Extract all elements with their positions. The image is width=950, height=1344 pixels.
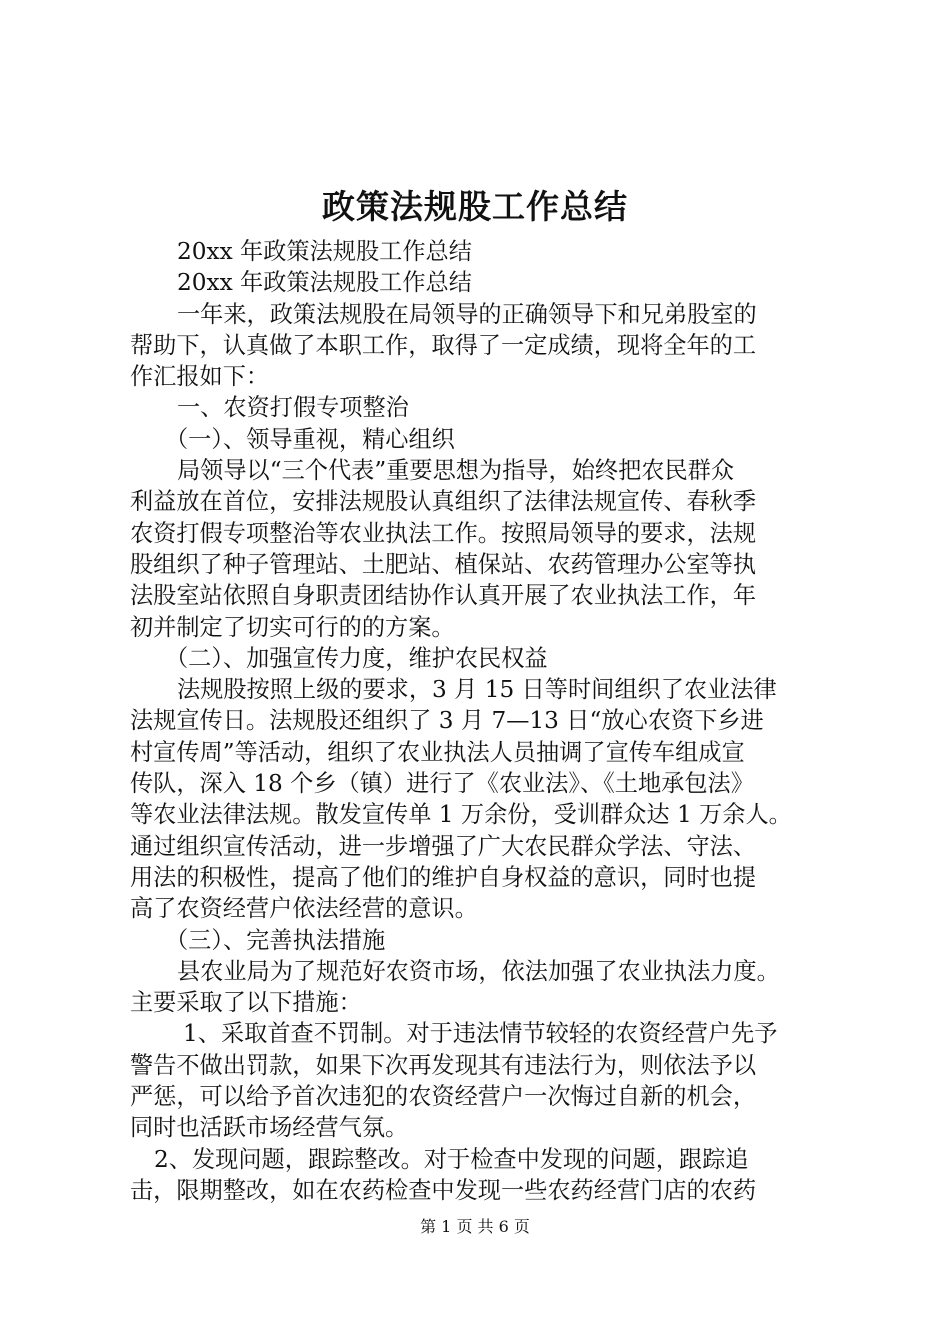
paragraph-line: 法股室站依照自身职责团结协作认真开展了农业执法工作，年 xyxy=(130,582,757,610)
paragraph-line: 传队，深入 18 个乡（镇）进行了《农业法》、《土地承包法》 xyxy=(130,770,754,798)
subsection-heading: （一）、领导重视，精心组织 xyxy=(165,425,455,453)
paragraph-line: 帮助下，认真做了本职工作，取得了一定成绩，现将全年的工 xyxy=(130,331,757,359)
paragraph-line: 局领导以“三个代表”重要思想为指导，始终把农民群众 xyxy=(177,457,735,485)
paragraph-line: 股组织了种子管理站、土肥站、植保站、农药管理办公室等执 xyxy=(130,550,757,578)
paragraph-line: 主要采取了以下措施： xyxy=(130,989,362,1017)
paragraph-line: 法规股按照上级的要求，3 月 15 日等时间组织了农业法律 xyxy=(177,676,777,704)
section-heading: 一、农资打假专项整治 xyxy=(177,394,409,422)
paragraph-line: 法规宣传日。法规股还组织了 3 月 7—13 日“放心农资下乡进 xyxy=(130,707,764,735)
paragraph-line: 等农业法律法规。散发宣传单 1 万余份，受训群众达 1 万余人。 xyxy=(130,801,792,829)
subsection-heading: （二）、加强宣传力度，维护农民权益 xyxy=(165,644,548,672)
paragraph-line: 通过组织宣传活动，进一步增强了广大农民群众学法、守法、 xyxy=(130,832,757,860)
paragraph-line: 严惩，可以给予首次违犯的农资经营户一次悔过自新的机会， xyxy=(130,1083,757,1111)
paragraph-line: 警告不做出罚款，如果下次再发现其有违法行为，则依法予以 xyxy=(130,1051,757,1079)
list-item-line: 2、发现问题，跟踪整改。对于检查中发现的问题，跟踪追 xyxy=(154,1145,749,1173)
paragraph-line: 高了农资经营户依法经营的意识。 xyxy=(130,895,478,923)
paragraph-line: 初并制定了切实可行的的方案。 xyxy=(130,613,455,641)
paragraph-line: 同时也活跃市场经营气氛。 xyxy=(130,1114,409,1142)
subsection-heading: （三）、完善执法措施 xyxy=(165,926,386,954)
subtitle-line: 20xx 年政策法规股工作总结 xyxy=(177,269,472,297)
subtitle-line: 20xx 年政策法规股工作总结 xyxy=(177,238,472,265)
paragraph-line: 县农业局为了规范好农资市场，依法加强了农业执法力度。 xyxy=(177,957,780,985)
list-item-line: 1、采取首查不罚制。对于违法情节较轻的农资经营户先予 xyxy=(183,1020,778,1048)
paragraph-line: 村宣传周”等活动，组织了农业执法人员抽调了宣传车组成宣 xyxy=(130,738,745,766)
page-footer: 第 1 页 共 6 页 xyxy=(420,1217,530,1236)
paragraph-line: 利益放在首位，安排法规股认真组织了法律法规宣传、春秋季 xyxy=(130,488,757,516)
paragraph-line: 作汇报如下： xyxy=(130,363,270,391)
document-body xyxy=(130,236,848,1206)
paragraph-line: 用法的积极性，提高了他们的维护自身权益的意识，同时也提 xyxy=(130,863,757,891)
paragraph-line: 一年来，政策法规股在局领导的正确领导下和兄弟股室的 xyxy=(177,300,757,328)
paragraph-line: 农资打假专项整治等农业执法工作。按照局领导的要求，法规 xyxy=(130,519,757,547)
document-title: 政策法规股工作总结 xyxy=(322,187,628,226)
paragraph-line: 击，限期整改，如在农药检查中发现一些农药经营门店的农药 xyxy=(130,1176,757,1204)
